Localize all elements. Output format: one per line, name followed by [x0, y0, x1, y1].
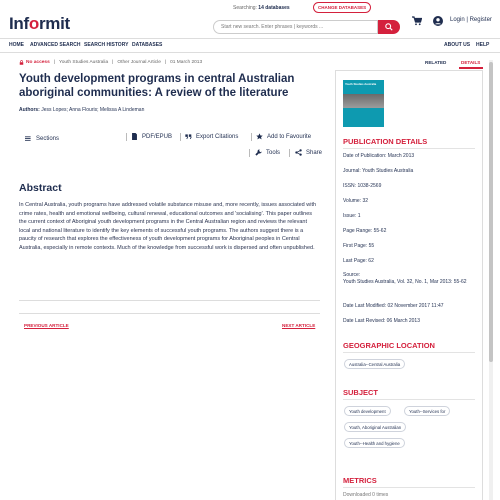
meta-sep: |	[112, 60, 114, 65]
share-label: Share	[306, 149, 323, 156]
toolbar-sep	[180, 133, 181, 141]
detail-last-modified: Date Last Modified: 02 November 2017 11:47	[343, 303, 444, 309]
login-register-link[interactable]: Login | Register	[450, 17, 492, 23]
nav-databases[interactable]: DATABASES	[132, 42, 163, 48]
list-icon	[25, 135, 32, 142]
detail-page-range: Page Range: 55-62	[343, 228, 387, 234]
detail-volume: Volume: 32	[343, 198, 369, 204]
sections-button[interactable]	[25, 135, 59, 142]
article-title: Youth development programs in central Australian aboriginal communities: A review of the literature	[19, 73, 295, 99]
subject-tag[interactable]: Youth, Aboriginal Australian	[344, 422, 406, 432]
journal-name[interactable]: Youth Studies Australia	[58, 60, 109, 65]
metrics-divider	[343, 487, 475, 488]
search-input[interactable]: Start new search. Enter phrases | keywords ...	[213, 20, 378, 34]
star-icon	[256, 133, 263, 140]
geo-tag[interactable]: Australia--Central Australia	[344, 359, 405, 369]
toolbar-sep	[251, 133, 252, 141]
favourite-label: Add to Favourite	[267, 133, 312, 140]
detail-date-of-publication: Date of Publication: March 2013	[343, 153, 415, 159]
no-access-badge	[19, 60, 50, 65]
subject-tag[interactable]: Youth--Services for	[404, 406, 450, 416]
cart-icon[interactable]	[412, 16, 422, 26]
logo-part: Inf	[9, 14, 29, 33]
logo-part: rmit	[38, 14, 70, 33]
searching-label: Searching:	[233, 5, 257, 11]
detail-issue: Issue: 1	[343, 213, 361, 219]
detail-first-page: First Page: 55	[343, 243, 375, 249]
sidebar-scrollbar-thumb[interactable]	[489, 62, 493, 362]
user-icon[interactable]	[433, 16, 443, 26]
add-to-favourite-button[interactable]	[256, 133, 311, 140]
metrics-title: METRICS	[343, 476, 377, 485]
abstract-divider	[19, 300, 320, 301]
article-meta	[19, 60, 202, 65]
export-citations-button[interactable]	[185, 133, 238, 140]
subject-tag[interactable]: Youth--Health and hygiene	[344, 438, 405, 448]
nav-home[interactable]: HOME	[9, 42, 24, 48]
no-access-text: No access	[26, 60, 50, 65]
detail-journal[interactable]: Journal: Youth Studies Australia	[343, 168, 414, 174]
subject-tag[interactable]: Youth development	[344, 406, 391, 416]
meta-sep: |	[53, 60, 55, 65]
lock-icon	[19, 60, 24, 65]
tab-related[interactable]: RELATED	[425, 60, 447, 65]
header-divider	[0, 38, 500, 39]
export-label: Export Citations	[196, 133, 239, 140]
tab-details[interactable]: DETAILS	[461, 60, 481, 65]
sections-label: Sections	[36, 135, 60, 142]
detail-issn: ISSN: 1038-2569	[343, 183, 382, 189]
search-button[interactable]	[378, 20, 400, 34]
wrench-icon	[255, 149, 262, 156]
authors-list[interactable]: Jess Lopes; Anna Flouris; Melissa A Lindeman	[41, 107, 145, 113]
abstract-heading: Abstract	[19, 182, 62, 194]
cover-title: Youth Studies Australia	[345, 82, 377, 86]
searching-count: 14 databases	[258, 5, 290, 11]
toolbar-sep	[249, 149, 250, 157]
nav-help[interactable]: HELP	[476, 42, 490, 48]
share-button[interactable]	[295, 149, 322, 156]
tools-button[interactable]	[255, 149, 280, 156]
publication-details-title: PUBLICATION DETAILS	[343, 137, 428, 146]
informit-logo[interactable]	[9, 14, 70, 34]
nav-divider	[0, 52, 500, 53]
geo-divider	[343, 352, 475, 353]
pdf-label: PDF/EPUB	[142, 133, 173, 140]
toolbar-sep	[126, 133, 127, 141]
authors-label: Authors:	[19, 107, 40, 113]
detail-last-revised: Date Last Revised: 06 March 2013	[343, 318, 420, 324]
next-article-link[interactable]: NEXT ARTICLE	[282, 323, 316, 328]
logo-part-red: o	[28, 14, 39, 33]
abstract-text: In Central Australia, youth programs have addressed volatile substance misuse and, more recently, issues associated with crime rates, health and emotional wellbeing, cultural renewal, educational outcomes and 'socialising'. This paper outlines the current context of Aboriginal youth development programs in the Central Australian region and reviews the relevant local and national literature to identify the key elements of successful youth programs. The authors suggest there is a paucity of research that explores the effectiveness of youth development programs for Aboriginal peoples in Central Australia, especially in remote contexts. Much of the knowledge from successful work is dispersed and often unpublished.	[19, 202, 317, 251]
pdf-epub-button[interactable]	[131, 133, 172, 140]
previous-article-link[interactable]: PREVIOUS ARTICLE	[24, 323, 69, 328]
detail-source-value: Youth Studies Australia, Vol. 32, No. 1, Mar 2013: 55-62	[343, 279, 467, 285]
subject-divider	[343, 399, 475, 400]
change-databases-button[interactable]: CHANGE DATABASES	[313, 2, 371, 13]
footer-divider	[19, 313, 320, 314]
detail-last-page: Last Page: 62	[343, 258, 374, 264]
share-icon	[295, 149, 302, 156]
tools-label: Tools	[266, 149, 281, 156]
searching-info	[233, 5, 290, 11]
toolbar-sep	[289, 149, 290, 157]
journal-cover-image	[343, 80, 384, 127]
quote-icon	[185, 133, 192, 140]
detail-source-label: Source:	[343, 272, 361, 278]
tab-active-indicator	[459, 67, 483, 69]
subject-title: SUBJECT	[343, 388, 379, 397]
nav-about-us[interactable]: ABOUT US	[444, 42, 471, 48]
article-type: Other Journal Article	[117, 60, 161, 65]
nav-advanced-search[interactable]: ADVANCED SEARCH	[30, 42, 81, 48]
details-divider	[343, 148, 475, 149]
geographic-location-title: GEOGRAPHIC LOCATION	[343, 341, 435, 350]
document-icon	[131, 133, 138, 140]
search-icon	[385, 23, 393, 31]
authors	[19, 107, 144, 113]
meta-sep: |	[164, 60, 167, 65]
metrics-downloads: Downloaded 0 times	[343, 492, 389, 498]
nav-search-history[interactable]: SEARCH HISTORY	[84, 42, 129, 48]
article-date: 01 March 2013	[170, 60, 203, 65]
